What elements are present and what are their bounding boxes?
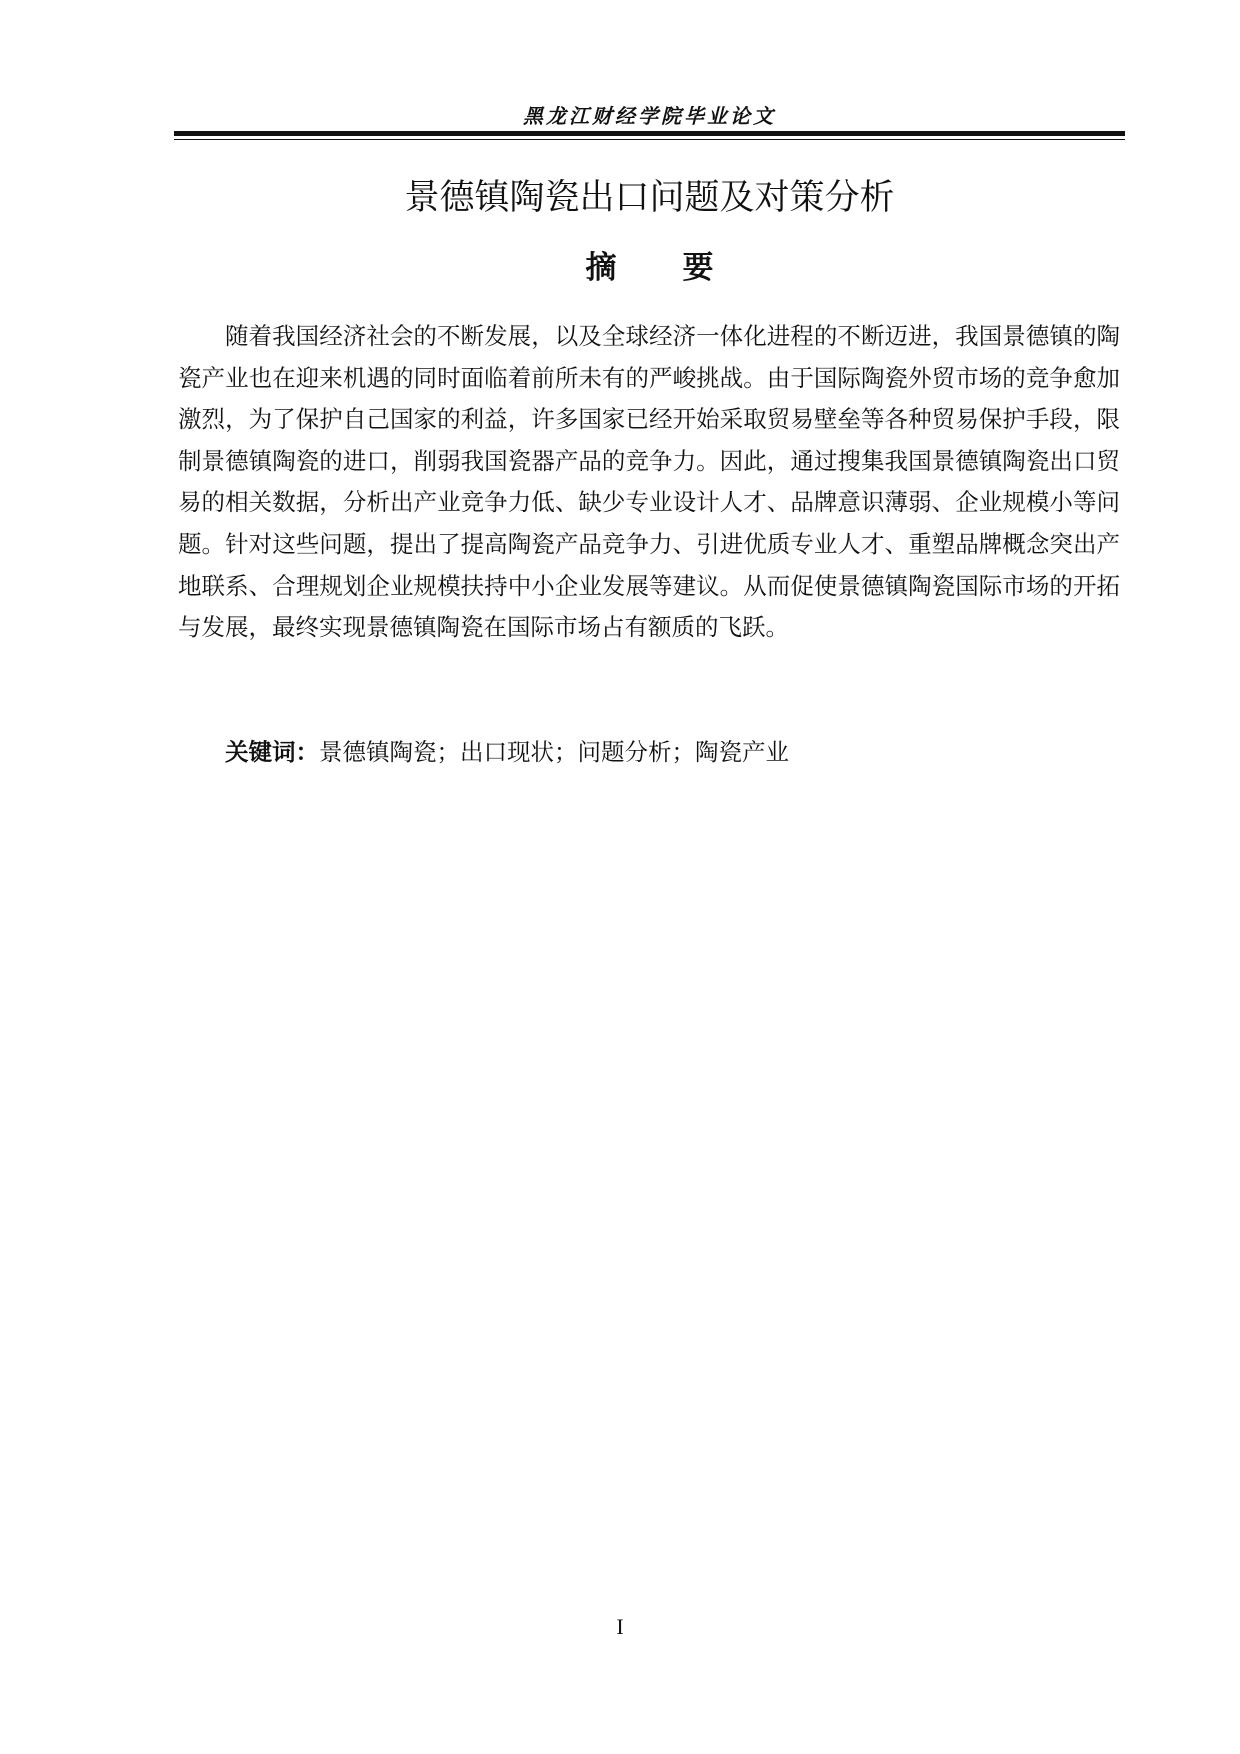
keywords-label: 关键词：: [225, 738, 319, 766]
abstract-heading: 摘要: [585, 250, 780, 286]
header-rule-thin: [174, 139, 1125, 140]
document-title: 景德镇陶瓷出口问题及对策分析: [404, 178, 895, 218]
abstract-body: 随着我国经济社会的不断发展，以及全球经济一体化进程的不断迈进，我国景德镇的陶瓷产业也在迎来机遇的同时面临着前所未有的严峻挑战。由于国际陶瓷外贸市场的竞争愈加激烈，为了保护自己国家的利益，许多国家已经开始采取贸易壁垒等各种贸易保护手段，限制景德镇陶瓷的进口，削弱我国瓷器产品的竞争力。因此，通过搜集我国景德镇陶瓷出口贸易的相关数据，分析出产业竞争力低、缺少专业设计人才、品牌意识薄弱、企业规模小等问题。针对这些问题，提出了提高陶瓷产品竞争力、引进优质专业人才、重塑品牌概念突出产地联系、合理规划企业规模扶持中小企业发展等建议。从而促使景德镇陶瓷国际市场的开拓与发展，最终实现景德镇陶瓷在国际市场占有额质的飞跃。: [178, 322, 1120, 642]
header-rule-thick: [174, 131, 1125, 136]
running-header: 黑龙江财经学院毕业论文: [523, 104, 776, 128]
keywords-line: [225, 734, 1125, 770]
page-number: I: [616, 1614, 624, 1639]
keywords-value: 景德镇陶瓷；出口现状；问题分析；陶瓷产业: [319, 738, 789, 766]
